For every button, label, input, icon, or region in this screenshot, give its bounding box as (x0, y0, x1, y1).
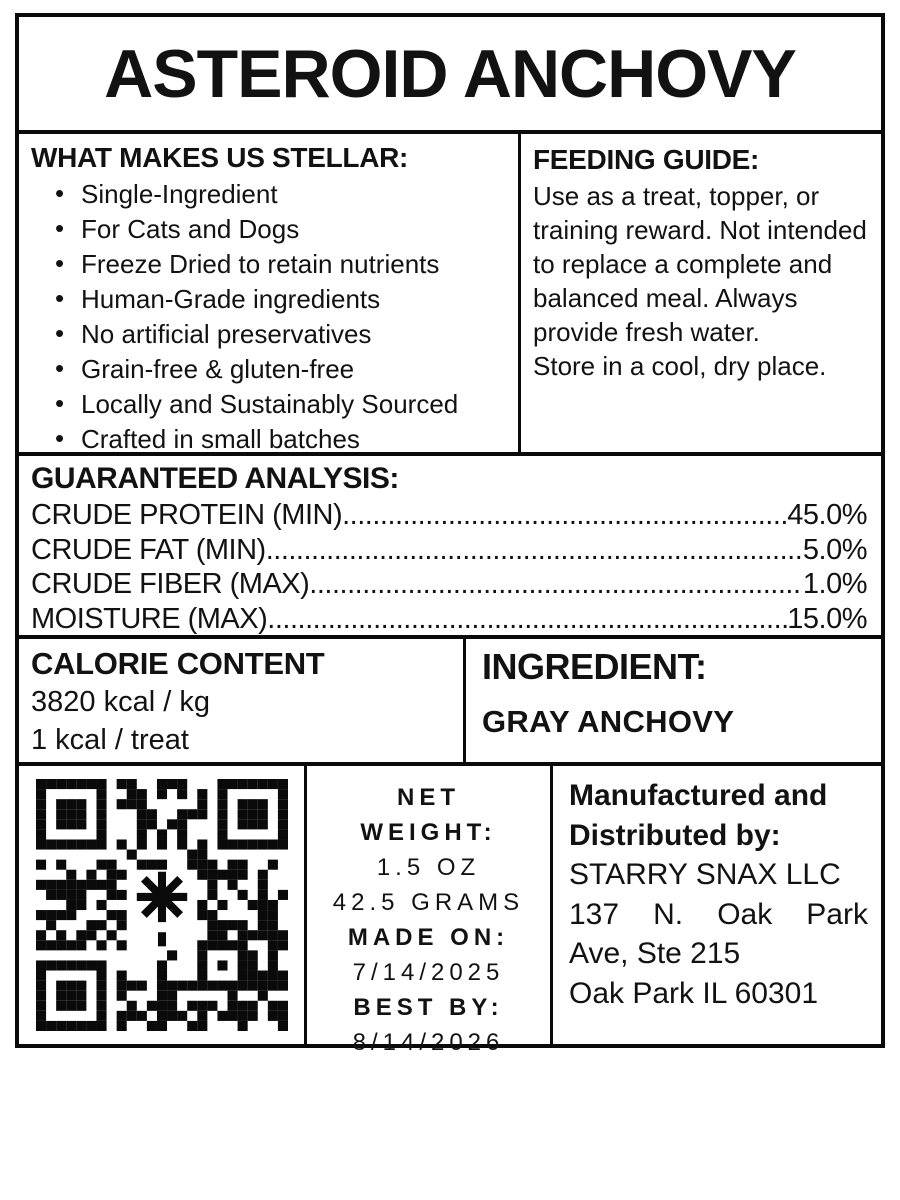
bullet-text: Human-Grade ingredients (81, 284, 381, 314)
stellar-bullet-list (29, 177, 510, 457)
dot-leader (267, 602, 787, 637)
manufacturer-address-word: 137 (569, 897, 620, 931)
bullet-icon: • (55, 388, 65, 418)
calorie-per-treat: 1 kcal / treat (31, 724, 189, 756)
calorie-ingredient-section (19, 639, 881, 766)
bullet-text: Locally and Sustainably Sourced (81, 389, 459, 419)
analysis-label: CRUDE FAT (MIN) (31, 533, 266, 566)
analysis-row (31, 567, 867, 602)
analysis-row (31, 533, 867, 568)
manufacturer-panel (553, 766, 881, 1044)
analysis-label: MOISTURE (MAX) (31, 602, 268, 635)
bullet-text: Crafted in small batches (81, 424, 360, 454)
bullet-text: No artificial preservatives (81, 319, 372, 349)
product-title: ASTEROID ANCHOVY (104, 35, 796, 112)
manufacturer-name: STARRY SNAX LLC (569, 858, 841, 891)
analysis-value: 15.0% (787, 602, 867, 635)
ingredient-heading: INGREDIENT: (482, 646, 707, 687)
analysis-value: 45.0% (787, 499, 867, 531)
dot-leader (342, 498, 787, 533)
bullet-text: Single-Ingredient (81, 179, 278, 209)
storage-text: Store in a cool, dry place. (533, 351, 827, 381)
calorie-per-kg: 3820 kcal / kg (31, 686, 210, 718)
analysis-row (31, 498, 867, 533)
manufacturer-address: Ave, Ste 215 (569, 937, 741, 970)
guaranteed-analysis-heading: GUARANTEED ANALYSIS: (31, 462, 399, 495)
calorie-content-section (19, 639, 466, 762)
qr-panel (19, 766, 307, 1044)
manufacturer-address-word: Park (806, 897, 868, 931)
manufacturer-label (569, 776, 868, 816)
net-weight-oz: 1.5 OZ (376, 854, 481, 881)
analysis-value: 5.0% (802, 533, 867, 566)
analysis-value: 1.0% (802, 568, 867, 600)
analysis-row (31, 602, 867, 637)
manufacturer-address-word: Oak (717, 897, 773, 931)
bullet-icon: • (55, 213, 65, 243)
list-item (29, 282, 510, 317)
feeding-guide-section (521, 134, 881, 452)
dot-leader (266, 533, 803, 568)
bullet-text: Freeze Dried to retain nutrients (81, 249, 440, 279)
manufacturer-address (569, 895, 868, 935)
bullet-icon: • (55, 178, 65, 208)
made-on-label: MADE ON: (347, 924, 510, 951)
best-by-label: BEST BY: (353, 994, 504, 1021)
title-box (19, 17, 881, 134)
features-and-feeding-section (19, 134, 881, 456)
list-item (29, 422, 510, 457)
net-weight-label: NET (397, 784, 460, 811)
analysis-label: CRUDE PROTEIN (MIN) (31, 499, 343, 531)
list-item (29, 177, 510, 212)
asterisk-icon (136, 872, 186, 947)
guaranteed-analysis-section (19, 456, 881, 639)
dot-leader (309, 567, 803, 602)
list-item (29, 387, 510, 422)
feeding-guide-heading: FEEDING GUIDE: (533, 144, 760, 175)
bullet-icon: • (55, 318, 65, 348)
manufacturer-address-word: N. (653, 897, 684, 931)
manufacturer-label-text: Manufactured and (569, 779, 828, 812)
bullet-icon: • (55, 248, 65, 278)
feeding-guide-text: Use as a treat, topper, or training reward. Not intended to replace a complete and balanced meal. Always provide fresh water. (533, 181, 867, 347)
ingredient-section (466, 639, 881, 762)
net-weight-grams: 42.5 GRAMS (332, 889, 525, 916)
stellar-heading: WHAT MAKES US STELLAR: (31, 142, 409, 173)
qr-code (36, 779, 288, 1031)
bullet-text: For Cats and Dogs (81, 214, 300, 244)
list-item (29, 352, 510, 387)
net-weight-label: WEIGHT: (360, 819, 497, 846)
ingredient-value: GRAY ANCHOVY (482, 704, 735, 739)
package-info-section (19, 766, 881, 1056)
manufacturer-label: Distributed by: (569, 818, 781, 852)
manufacturer-address: Oak Park IL 60301 (569, 976, 819, 1010)
net-weight-panel (307, 766, 553, 1056)
bullet-icon: • (55, 423, 65, 453)
stellar-section (19, 134, 521, 452)
made-on-date: 7/14/2025 (352, 959, 505, 986)
best-by-date: 8/14/2026 (352, 1029, 505, 1056)
analysis-label: CRUDE FIBER (MAX) (31, 568, 310, 600)
bullet-icon: • (55, 283, 65, 313)
bullet-text: Grain-free & gluten-free (81, 354, 355, 384)
calorie-heading: CALORIE CONTENT (31, 646, 325, 681)
product-label (15, 13, 885, 1056)
list-item (29, 317, 510, 352)
bullet-icon: • (55, 353, 65, 383)
list-item (29, 212, 510, 247)
list-item (29, 247, 510, 282)
